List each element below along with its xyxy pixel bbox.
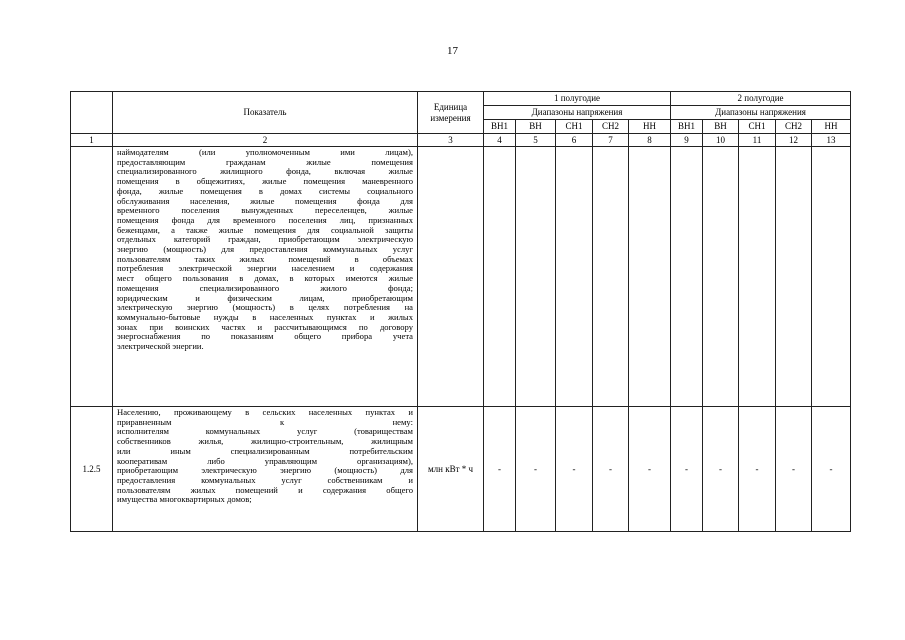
text-line: энергию (мощность) для предоставления коммунальных услуг: [117, 244, 413, 255]
text-line: приобретающим электрическую энергию (мощность) для: [117, 465, 413, 476]
column-number: 7: [593, 134, 629, 147]
header-code-cell: [71, 92, 113, 134]
value-cell: -: [556, 407, 593, 532]
level-h2-vn: ВН: [703, 120, 739, 134]
value-cell: -: [516, 407, 556, 532]
column-number: 12: [776, 134, 812, 147]
column-number: 10: [703, 134, 739, 147]
text-line: беженцами, а также жилые помещения для социальной защиты: [117, 224, 413, 235]
text-line: фонда, жилые помещения в домах системы социального: [117, 185, 413, 196]
text-line: отдельных категорий граждан, приобретающим электрическую: [117, 234, 413, 245]
text-line: помещения фонда для временного поселения лиц, признанных: [117, 214, 413, 225]
column-number: 5: [516, 134, 556, 147]
text-line: пользователям таких жилых помещений в объемах: [117, 253, 413, 264]
level-h2-sn2: СН2: [776, 120, 812, 134]
value-cell: -: [629, 407, 671, 532]
value-cell: [703, 147, 739, 407]
value-cell: [776, 147, 812, 407]
text-line: потребления электрической энергии населением и содержания: [117, 263, 413, 274]
value-cell: -: [671, 407, 703, 532]
page-number: 17: [447, 45, 458, 57]
level-h2-nn: НН: [812, 120, 851, 134]
column-number: 1: [71, 134, 113, 147]
value-cell: -: [776, 407, 812, 532]
row-unit: млн кВт * ч: [418, 407, 484, 532]
column-number: 3: [418, 134, 484, 147]
column-number-row: [71, 134, 851, 147]
row-code: 1.2.5: [71, 407, 113, 532]
value-cell: [671, 147, 703, 407]
header-voltage-ranges-2: Диапазоны напряжения: [671, 106, 851, 120]
value-cell: [484, 147, 516, 407]
column-number: 4: [484, 134, 516, 147]
value-cell: [812, 147, 851, 407]
text-line: наймодателям (или уполномоченным ими лицам),: [117, 147, 413, 157]
text-line: исполнителям коммунальных услуг (товариществам: [117, 426, 413, 437]
value-cell: -: [703, 407, 739, 532]
text-line: собственников жилья, жилищно-строительным, жилищным: [117, 436, 413, 447]
table-row: [71, 147, 851, 407]
text-line: обслуживания населения, жилые помещения фонда для: [117, 195, 413, 206]
text-line: предоставления коммунальных услуг собственникам и: [117, 474, 413, 485]
value-cell: [593, 147, 629, 407]
row-description: [113, 147, 418, 407]
tariff-table: [70, 91, 851, 532]
value-cell: -: [593, 407, 629, 532]
text-line: энергоснабжения по показаниям общего прибора учета: [117, 331, 413, 342]
row-code-cell: [71, 147, 113, 407]
value-cell: [739, 147, 776, 407]
text-line: помещения специализированного жилого фонда;: [117, 282, 413, 293]
column-number: 2: [113, 134, 418, 147]
header-half-2: 2 полугодие: [671, 92, 851, 106]
value-cell: [556, 147, 593, 407]
level-h1-vn1: ВН1: [484, 120, 516, 134]
column-number: 11: [739, 134, 776, 147]
text-line: приравненным к нему:: [117, 416, 413, 427]
column-number: 13: [812, 134, 851, 147]
row-description-text: [117, 148, 413, 352]
row-description: [113, 407, 418, 532]
text-line: мест общего пользования в домах, в которых имеются жилые: [117, 273, 413, 284]
row-unit-cell: [418, 147, 484, 407]
text-line: или иным специализированным потребительским: [117, 445, 413, 456]
text-line: электрическую энергию (мощность) в целях потребления на: [117, 302, 413, 313]
header-voltage-ranges-1: Диапазоны напряжения: [484, 106, 671, 120]
level-h1-vn: ВН: [516, 120, 556, 134]
text-line: Населению, проживающему в сельских населенных пунктах и: [117, 407, 413, 417]
text-line: пользователям жилых помещений и содержания общего: [117, 484, 413, 495]
column-number: 9: [671, 134, 703, 147]
value-cell: -: [739, 407, 776, 532]
text-line: предоставляющим гражданам жилые помещения: [117, 156, 413, 167]
row-description-text: [117, 408, 413, 505]
text-line: временного поселения вынужденных переселенцев, жилые: [117, 205, 413, 216]
column-number: 8: [629, 134, 671, 147]
value-cell: -: [812, 407, 851, 532]
header-half-1: 1 полугодие: [484, 92, 671, 106]
text-line: юридическим и физическим лицам, приобретающим: [117, 292, 413, 303]
table-row: [71, 407, 851, 532]
value-cell: -: [484, 407, 516, 532]
text-line: зонах при воинских частях и рассчитывающимся по договору: [117, 321, 413, 332]
text-line: помещения в общежитиях, жилые помещения маневренного: [117, 176, 413, 187]
level-h1-sn1: СН1: [556, 120, 593, 134]
value-cell: [629, 147, 671, 407]
level-h1-sn2: СН2: [593, 120, 629, 134]
level-h2-vn1: ВН1: [671, 120, 703, 134]
text-line: кооперативам либо управляющим организациям),: [117, 455, 413, 466]
text-line: имущества многоквартирных домов;: [117, 494, 252, 505]
header-indicator: Показатель: [113, 92, 418, 134]
header-unit: Единица измерения: [418, 92, 484, 134]
column-number: 6: [556, 134, 593, 147]
text-line: специализированного жилищного фонда, включая жилые: [117, 166, 413, 177]
text-line: электрической энергии.: [117, 341, 204, 352]
value-cell: [516, 147, 556, 407]
text-line: коммунально-бытовые нужды в населенных пунктах и жилых: [117, 311, 413, 322]
level-h2-sn1: СН1: [739, 120, 776, 134]
level-h1-nn: НН: [629, 120, 671, 134]
